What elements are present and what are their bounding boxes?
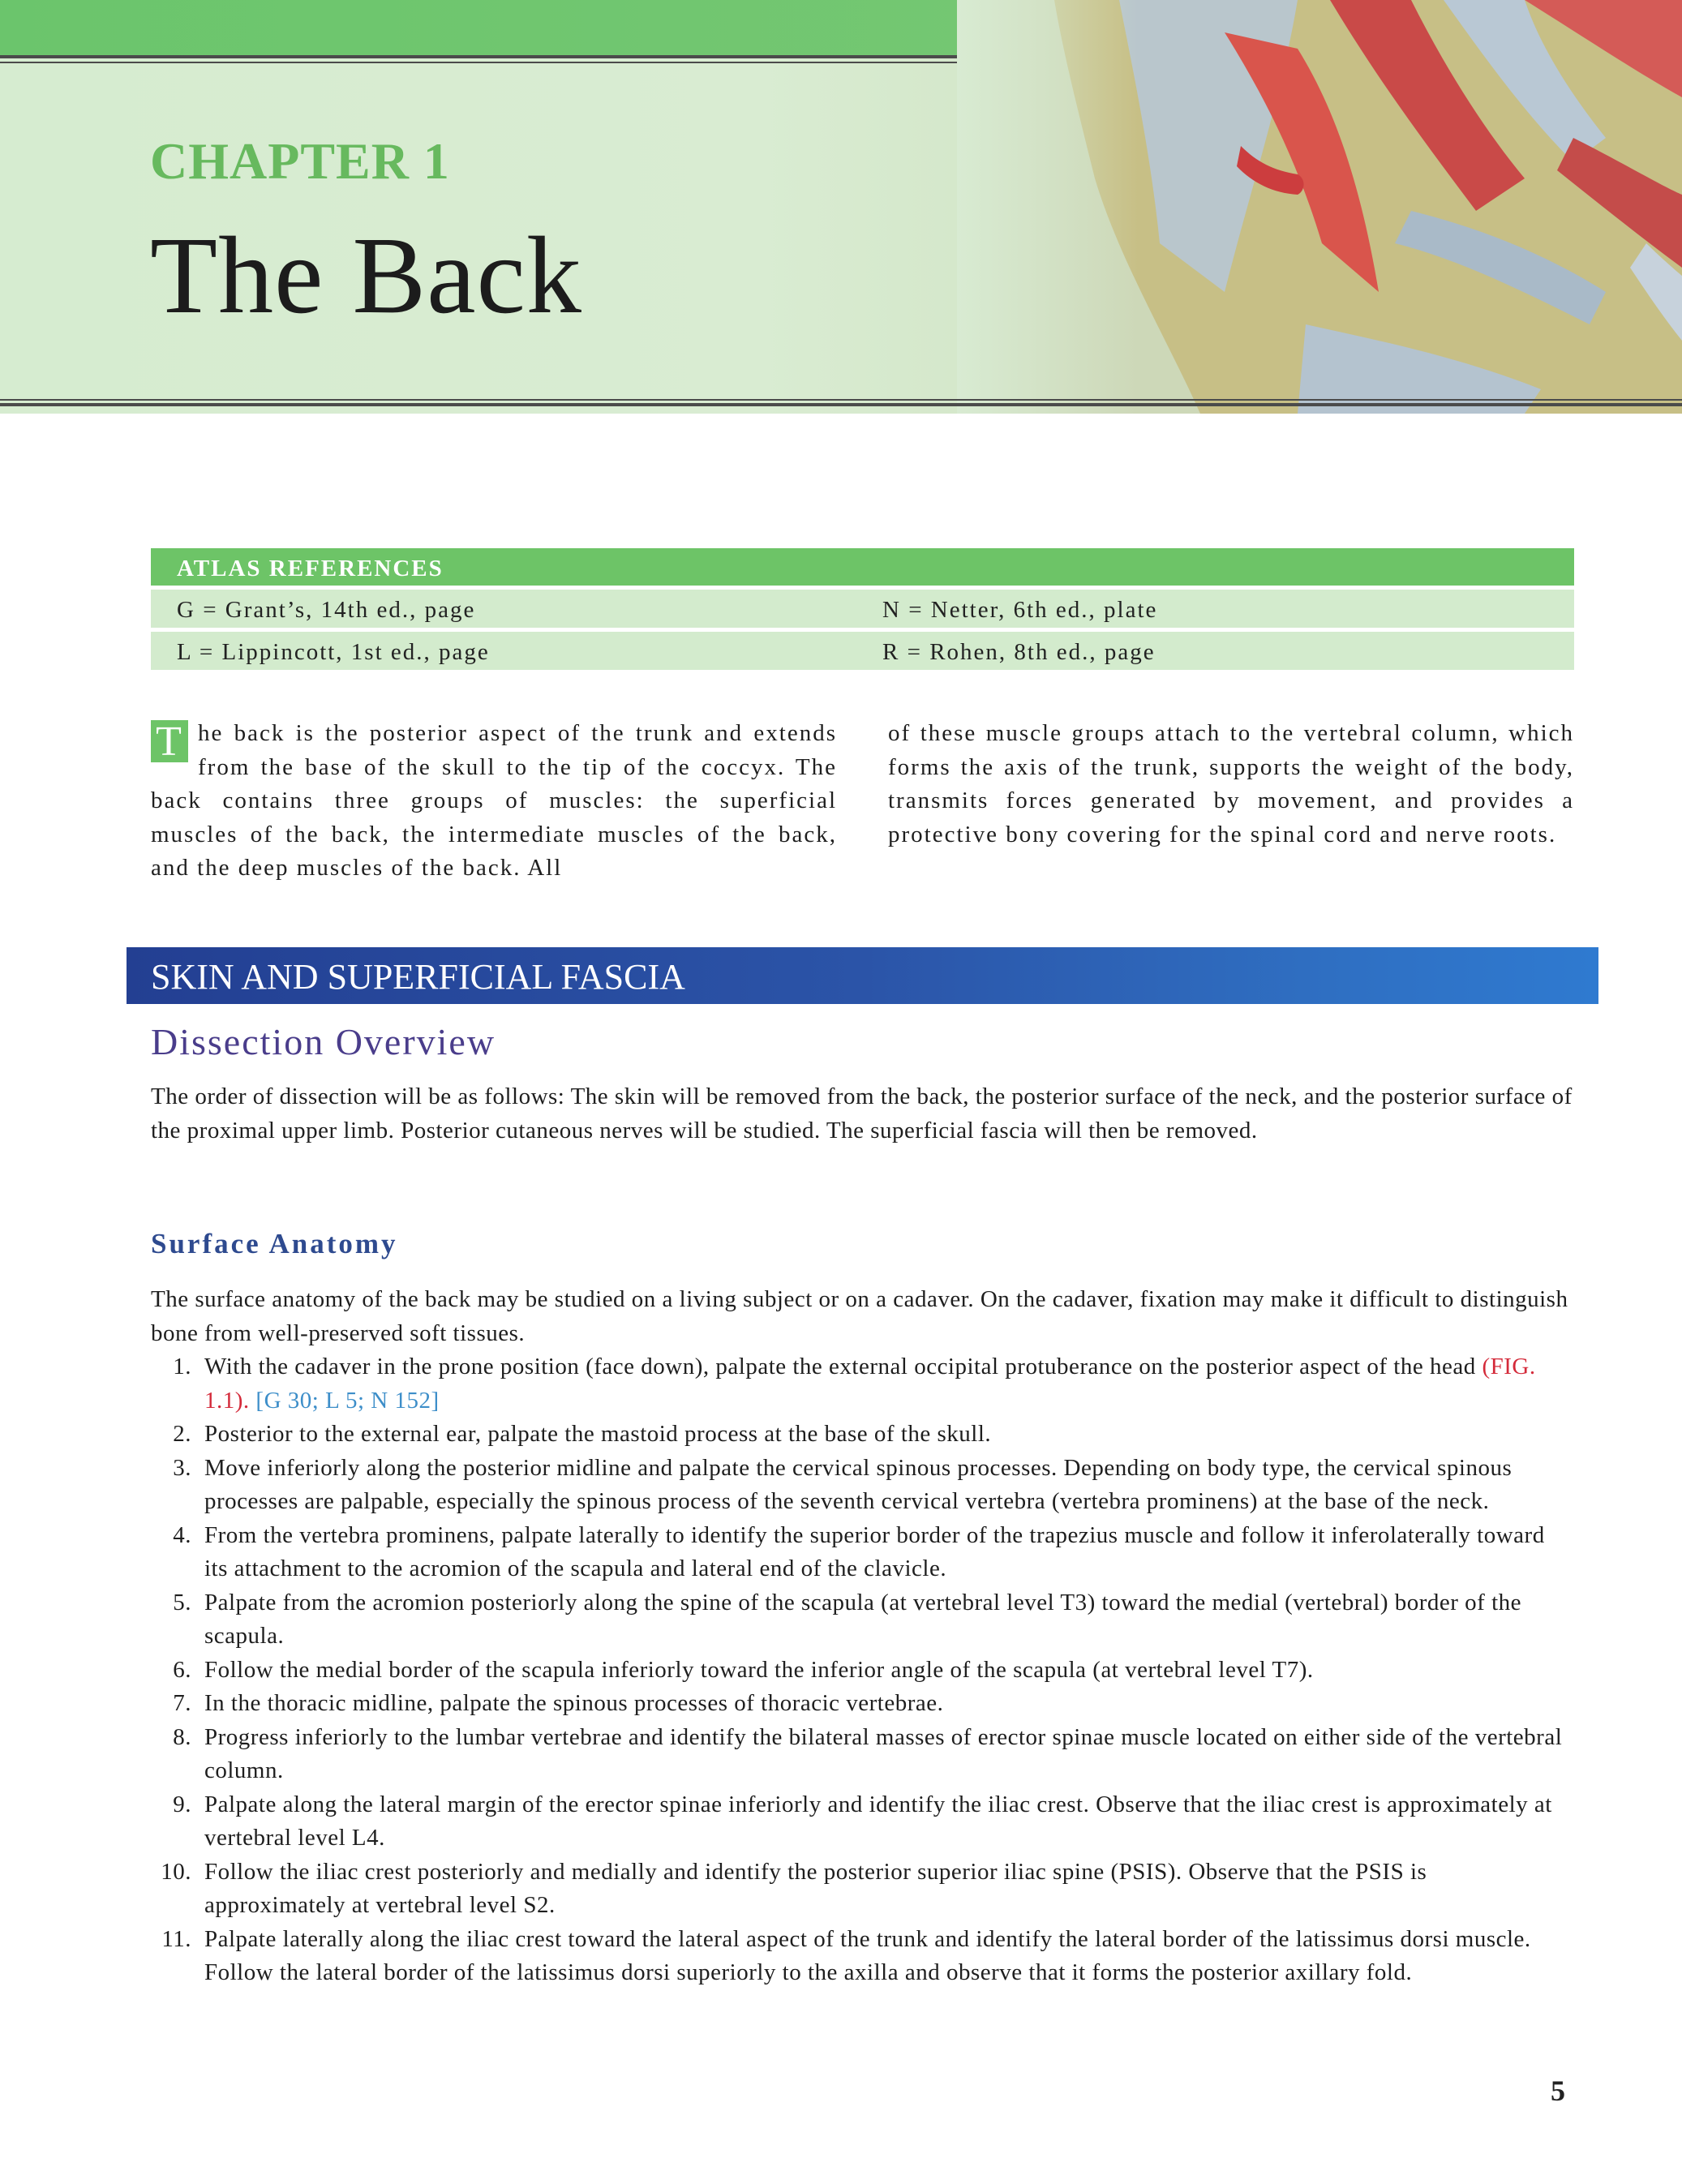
dissection-overview-heading: Dissection Overview bbox=[151, 1021, 496, 1062]
step-text: Progress inferiorly to the lumbar vertebrae and identify the bilateral masses of erector spinae muscle located on either side of the vertebral column. bbox=[204, 1723, 1563, 1783]
step-number: 7. bbox=[173, 1690, 191, 1716]
step-text: Follow the medial border of the scapula inferiorly toward the inferior angle of the scapula (at vertebral level T7). bbox=[204, 1656, 1314, 1683]
step-text: From the vertebra prominens, palpate laterally to identify the superior border of the trapezius muscle and follow it inferolaterally toward its attachment to the acromion of the scapula and lateral end of the clavicle. bbox=[204, 1521, 1545, 1581]
step-item bbox=[151, 1452, 1574, 1519]
step-number: 3. bbox=[173, 1454, 191, 1481]
figure-reference-link[interactable]: (FIG. 1.1). bbox=[204, 1354, 1536, 1414]
header-rule-bottom-thin bbox=[0, 399, 1682, 401]
intro-paragraph bbox=[151, 717, 1574, 886]
dissection-overview-text: The order of dissection will be as follows: The skin will be removed from the back, the posterior surface of the neck, and the posterior surface of the proximal upper limb. Posterior cutaneous nerves will be studied. The superficial fascia will then be removed. bbox=[151, 1083, 1573, 1143]
step-item bbox=[151, 1654, 1574, 1688]
step-text: Palpate along the lateral margin of the erector spinae inferiorly and identify the iliac crest. Observe that the iliac crest is approximately at vertebral level L4. bbox=[204, 1791, 1552, 1851]
step-text: Posterior to the external ear, palpate the mastoid process at the base of the skull. bbox=[204, 1421, 992, 1447]
step-item bbox=[151, 1923, 1574, 1990]
surface-anatomy-heading: Surface Anatomy bbox=[151, 1228, 398, 1259]
step-number: 8. bbox=[173, 1723, 191, 1750]
atlas-row bbox=[151, 632, 1574, 670]
page-number: 5 bbox=[1551, 2075, 1565, 2107]
atlas-reference-link[interactable]: [G 30; L 5; N 152] bbox=[255, 1387, 440, 1414]
surface-anatomy-intro: The surface anatomy of the back may be studied on a living subject or on a cadaver. On the cadaver, fixation may make it difficult to distinguish bone from well-preserved soft tissues. bbox=[151, 1286, 1568, 1346]
step-item bbox=[151, 1586, 1574, 1654]
anatomical-illustration bbox=[957, 0, 1682, 414]
step-text: Palpate laterally along the iliac crest toward the lateral aspect of the trunk and identify the lateral border of the latissimus dorsi muscle. Follow the lateral border of the latissimus dorsi superiorly to the axilla and observe that it forms the posterior axillary fold. bbox=[204, 1925, 1531, 1985]
step-item bbox=[151, 1519, 1574, 1586]
step-item bbox=[151, 1721, 1574, 1788]
intro-column-left bbox=[151, 717, 837, 886]
surface-anatomy-steps bbox=[151, 1350, 1574, 1990]
step-number: 11. bbox=[161, 1925, 191, 1952]
atlas-references-box bbox=[151, 548, 1574, 670]
step-number: 9. bbox=[173, 1791, 191, 1817]
step-text: Palpate from the acromion posteriorly along the spine of the scapula (at vertebral level T3) toward the medial (vertebral) border of the scapula. bbox=[204, 1589, 1522, 1649]
step-text: Follow the iliac crest posteriorly and medially and identify the posterior superior iliac spine (PSIS). Observe that the PSIS is approximately at vertebral level S2. bbox=[204, 1858, 1427, 1918]
step-number: 5. bbox=[173, 1589, 191, 1615]
step-text: With the cadaver in the prone position (face down), palpate the external occipital protuberance on the posterior aspect of the head bbox=[204, 1354, 1476, 1379]
step-number: 2. bbox=[173, 1421, 191, 1447]
step-number: 10. bbox=[161, 1858, 191, 1885]
step-item bbox=[151, 1856, 1574, 1923]
header-rule-bottom bbox=[0, 403, 1682, 406]
atlas-ref-grants: G = Grant’s, 14th ed., page bbox=[177, 597, 476, 623]
step-item bbox=[151, 1418, 1574, 1452]
step-number: 4. bbox=[173, 1521, 191, 1548]
step-text: Move inferiorly along the posterior midline and palpate the cervical spinous processes. Depending on body type, the cervical spinous processes are palpable, especially the spinous process of the seventh cervical vertebra (vertebra prominens) at the base of the neck. bbox=[204, 1454, 1513, 1514]
atlas-ref-lippincott: L = Lippincott, 1st ed., page bbox=[177, 639, 490, 665]
intro-text-right: of these muscle groups attach to the vertebral column, which forms the axis of the trunk, supports the weight of the body, transmits forces generated by movement, and provides a protective bony covering for the spinal cord and nerve roots. bbox=[888, 720, 1574, 847]
intro-column-right bbox=[888, 717, 1574, 886]
atlas-ref-rohen: R = Rohen, 8th ed., page bbox=[882, 639, 1156, 665]
atlas-ref-netter: N = Netter, 6th ed., plate bbox=[882, 597, 1158, 623]
step-number: 1. bbox=[173, 1354, 191, 1379]
atlas-row bbox=[151, 590, 1574, 628]
chapter-label: CHAPTER 1 bbox=[150, 132, 450, 190]
step-item bbox=[151, 1788, 1574, 1856]
step-number: 6. bbox=[173, 1656, 191, 1683]
step-item bbox=[151, 1350, 1574, 1418]
chapter-title: The Back bbox=[150, 215, 582, 337]
chapter-header bbox=[0, 0, 1682, 414]
step-text: In the thoracic midline, palpate the spinous processes of thoracic vertebrae. bbox=[204, 1690, 944, 1716]
atlas-references-heading: ATLAS REFERENCES bbox=[151, 548, 1574, 586]
step-item bbox=[151, 1687, 1574, 1721]
intro-text-left: he back is the posterior aspect of the trunk and extends from the base of the skull to the tip of the coccyx. The back contains three groups of muscles: the superficial muscles of the back, the intermediate muscles of the back, and the deep muscles of the back. All bbox=[151, 720, 837, 881]
section-title-band: SKIN AND SUPERFICIAL FASCIA bbox=[127, 947, 1598, 1004]
drop-cap: T bbox=[151, 720, 188, 762]
